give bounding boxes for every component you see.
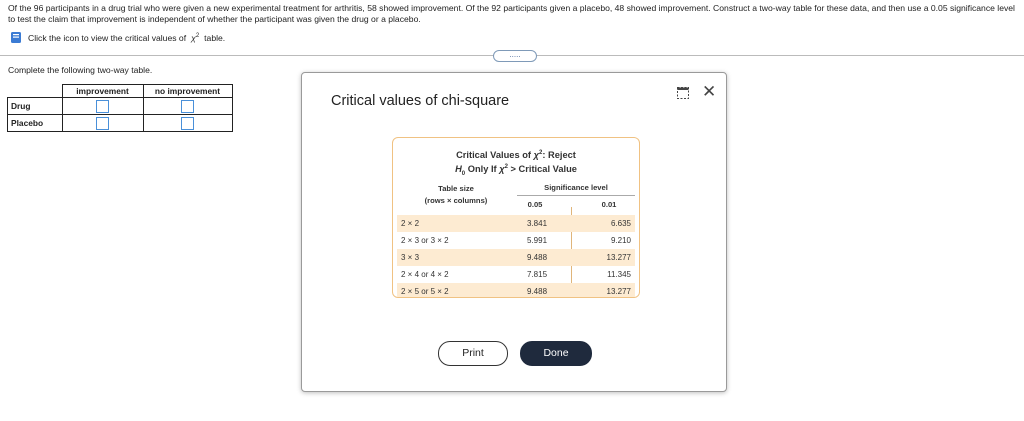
help-link-symbol [191,33,199,43]
col-header-significance: Significance level [544,183,608,192]
input-drug-improvement[interactable] [96,100,109,113]
help-link-prefix: Click the icon to view the critical values of [28,32,187,43]
cell-size: 2 × 2 [401,219,420,228]
col-header-no-improvement: no improvement [143,85,232,98]
chi-symbol: χ [191,32,196,43]
cell-001: 13.277 [606,287,631,296]
col-header-001: 0.01 [601,200,617,209]
close-icon[interactable]: ✕ [702,82,717,101]
row-label-drug: Drug [8,98,63,115]
table-row [397,232,635,249]
cell-placebo-improvement [62,115,143,132]
table-row-drug [8,98,233,115]
table-row [397,283,635,298]
cv-heading-text-b: : Reject [542,150,576,161]
cell-001: 9.210 [610,236,631,245]
cell-001: 6.635 [610,219,631,228]
cv-heading-text-a: Critical Values of [456,150,534,161]
chi-sup: 2 [195,32,200,39]
cv-rows [397,215,635,298]
cv-heading-sup-2: 2 [504,164,508,171]
cv-heading-text-d: > Critical Value [507,164,577,175]
cell-placebo-no-improvement [143,115,232,132]
critical-values-link[interactable] [10,31,225,44]
cv-heading-line1 [393,147,639,161]
instruction-text: Complete the following two-way table. [8,65,153,75]
done-button[interactable]: Done [520,341,592,366]
cell-005: 9.488 [527,287,548,296]
critical-values-dialog [301,72,727,392]
cell-005: 5.991 [527,236,548,245]
col-header-size-1: Table size [438,184,474,193]
cell-005: 9.488 [527,253,548,262]
problem-statement: Of the 96 participants in a drug trial who were given a new experimental treatment for arthritis, 58 showed improvement. Of the 92 participants given a placebo, 48 showed improvement. Construct a two-way table for these data, and then use a 0.05 significance level to test the claim that improvement is independent of whether the participant was given the drug or a placebo. [8,3,1015,24]
cell-005: 3.841 [527,219,548,228]
maximize-icon[interactable] [677,87,689,99]
expand-more-button[interactable]: ..... [493,50,537,62]
table-row [397,215,635,232]
critical-values-table [392,137,640,298]
cell-005: 7.815 [527,270,548,279]
row-label-placebo: Placebo [8,115,63,132]
corner-cell [8,85,63,98]
dialog-title: Critical values of chi-square [331,93,510,109]
cv-table-heading [393,147,639,180]
header-divider [517,195,635,196]
cv-heading-text-c: Only If [465,164,500,175]
col-header-table-size [401,184,511,205]
input-placebo-improvement[interactable] [96,117,109,130]
cell-001: 13.277 [606,253,631,262]
cell-size: 3 × 3 [401,253,420,262]
col-header-size-2: (rows × columns) [424,196,488,205]
cell-size: 2 × 4 or 4 × 2 [401,270,449,279]
cv-heading-sub: 0 [461,171,466,178]
cell-drug-no-improvement [143,98,232,115]
table-row [397,266,635,283]
col-header-improvement: improvement [62,85,143,98]
cv-heading-sup: 2 [538,150,543,156]
table-row-placebo [8,115,233,132]
cell-size: 2 × 5 or 5 × 2 [401,287,449,296]
cv-heading-h: H [455,164,462,175]
cv-heading-line2 [393,161,639,180]
input-placebo-no-improvement[interactable] [181,117,194,130]
input-drug-no-improvement[interactable] [181,100,194,113]
cell-001: 11.345 [607,270,631,279]
cell-size: 2 × 3 or 3 × 2 [401,236,449,245]
print-button[interactable]: Print [438,341,508,366]
cv-heading-chi-2: χ [499,164,505,175]
col-header-005: 0.05 [527,200,543,209]
table-row [397,249,635,266]
cell-drug-improvement [62,98,143,115]
book-icon[interactable] [10,31,23,44]
cv-heading-chi: χ [533,150,539,161]
two-way-table [7,84,233,132]
help-link-suffix: table. [204,32,226,43]
